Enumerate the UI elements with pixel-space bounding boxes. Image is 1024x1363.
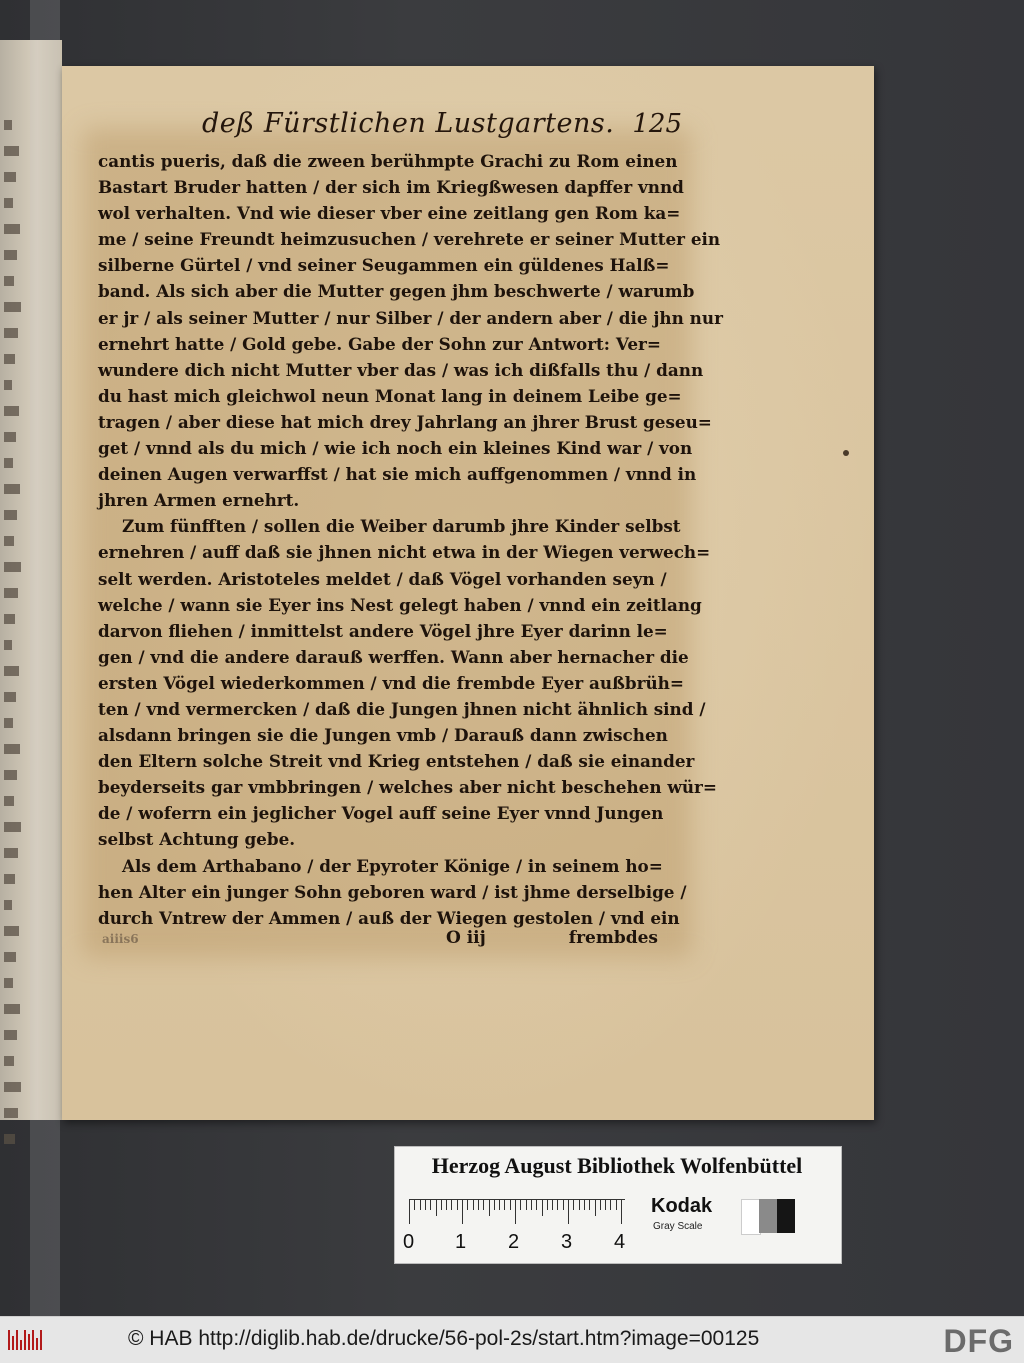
ruler-tick [568,1200,569,1224]
gray-patch-mid [759,1199,777,1233]
ruler-tick [579,1200,580,1210]
gray-patch-black [777,1199,795,1233]
text-line: Zum fünfften / sollen die Weiber darumb jhre Kinder selbst [122,516,681,537]
ruler-tick [473,1200,474,1210]
ruler-tick [600,1200,601,1210]
facing-text-fragment [4,1056,14,1066]
text-line: hen Alter ein junger Sohn geboren ward / ist jhme derselbige / [98,881,687,902]
text-line: get / vnnd als du mich / wie ich noch ein kleines Kind war / von [98,438,693,459]
gray-patch-white [741,1199,761,1235]
dfg-logo: DFG [943,1323,1014,1359]
ruler-tick [573,1200,574,1210]
footer-bar [0,1316,1024,1363]
text-line: Bastart Bruder hatten / der sich im Kriegßwesen dapffer vnnd [98,177,684,198]
gray-scale-label: Gray Scale [653,1221,703,1232]
facing-text-fragment [4,120,12,130]
ruler-tick [542,1200,543,1216]
running-head-title: deß Fürstlichen Lustgartens. [202,108,615,139]
ruler-tick [616,1200,617,1210]
text-line: wundere dich nicht Mutter vber das / was ich dißfalls thu / dann [98,359,704,380]
ruler-tick [409,1200,410,1224]
facing-text-fragment [4,354,15,364]
text-line: me / seine Freundt heimzusuchen / verehrete er seiner Mutter ein [98,229,721,250]
text-line: gen / vnd die andere darauß werffen. Wann aber hernacher die [98,646,689,667]
ruler-number: 0 [403,1231,415,1253]
facing-text-fragment [4,1030,17,1040]
bleed-through-mark: aiiis6 [102,932,139,946]
ruler-tick [531,1200,532,1210]
paper-speck [843,450,849,456]
catchword: frembdes [568,928,658,948]
text-line: Als dem Arthabano / der Epyroter Könige / in seinem ho= [122,855,663,876]
facing-text-fragment [4,666,19,676]
text-line: er jr / als seiner Mutter / nur Silber / der andern aber / die jhn nur [98,307,723,328]
hab-logo-icon [8,1330,48,1350]
text-line: band. Als sich aber die Mutter gegen jhm beschwerte / warumb [98,281,695,302]
text-line: darvon fliehen / inmittelst andere Vögel jhre Eyer darinn le= [98,620,668,641]
book-page [62,66,874,1120]
ruler-number: 1 [455,1231,467,1253]
facing-text-fragment [4,770,17,780]
ruler-tick [430,1200,431,1210]
ruler-tick [547,1200,548,1210]
facing-text-fragment [4,588,18,598]
copyright-link[interactable]: © HAB http://diglib.hab.de/drucke/56-pol-2s/start.htm?image=00125 [128,1327,760,1350]
facing-text-fragment [4,250,17,260]
facing-text-fragment [4,172,16,182]
text-line: alsdann bringen sie die Jungen vmb / Darauß dann zwischen [98,725,668,746]
text-line: jhren Armen ernehrt. [98,490,300,511]
facing-text-fragment [4,536,14,546]
ruler-tick [610,1200,611,1210]
text-line: deinen Augen verwarffst / hat sie mich auffgenommen / vnnd in [98,464,697,485]
ruler-number: 3 [561,1231,573,1253]
text-line: selt werden. Aristoteles meldet / daß Vögel vorhanden seyn / [98,568,667,589]
ruler-number: 2 [508,1231,520,1253]
facing-text-fragment [4,432,16,442]
ruler-tick [483,1200,484,1210]
ruler-tick [441,1200,442,1210]
text-line: welche / wann sie Eyer ins Nest gelegt haben / vnnd ein zeitlang [98,594,702,615]
ruler-number: 4 [614,1231,626,1253]
facing-text-fragment [4,848,18,858]
ruler-tick [621,1200,622,1224]
facing-text-fragment [4,1134,15,1144]
ruler-tick [563,1200,564,1210]
color-calibration-card [394,1146,842,1264]
facing-text-fragment [4,640,12,650]
facing-text-fragment [4,744,20,754]
facing-text-fragment [4,822,21,832]
text-line: de / woferrn ein jeglicher Vogel auff seine Eyer vnnd Jungen [98,803,664,824]
ruler-tick [420,1200,421,1210]
ruler-tick [446,1200,447,1210]
kodak-brand: Kodak [651,1195,713,1217]
text-line: den Eltern solche Streit vnd Krieg entstehen / daß sie einander [98,751,695,772]
facing-text-fragment [4,1108,18,1118]
ruler-tick [595,1200,596,1216]
text-line: wol verhalten. Vnd wie dieser vber eine zeitlang gen Rom ka= [98,203,681,224]
text-line: beyderseits gar vmbbringen / welches aber nicht beschehen wür= [98,777,717,798]
running-header [202,108,682,139]
ruler-tick [536,1200,537,1210]
facing-text-fragment [4,276,14,286]
facing-text-fragment [4,328,18,338]
facing-text-fragment [4,614,15,624]
text-line: selbst Achtung gebe. [98,829,296,850]
page-number: 125 [632,109,682,139]
text-line: ernehrt hatte / Gold gebe. Gabe der Sohn zur Antwort: Ver= [98,333,661,354]
text-line: ernehren / auff daß sie jhnen nicht etwa in der Wiegen verwech= [98,542,711,563]
text-line: cantis pueris, daß die zween berühmpte Grachi zu Rom einen [98,151,678,171]
ruler-tick [467,1200,468,1210]
facing-text-fragment [4,224,20,234]
ruler-tick [589,1200,590,1210]
facing-text-fragment [4,1004,20,1014]
ruler-tick [515,1200,516,1224]
ruler-tick [489,1200,490,1216]
facing-text-fragment [4,874,15,884]
ruler-tick [526,1200,527,1210]
facing-text-fragment [4,978,13,988]
text-line: du hast mich gleichwol neun Monat lang in deinem Leibe ge= [98,385,682,406]
ruler-scale [409,1199,625,1224]
facing-text-fragment [4,1082,21,1092]
plastic-sleeve [30,0,60,1362]
facing-text-fragment [4,406,19,416]
ruler-tick [457,1200,458,1210]
ruler-tick [557,1200,558,1210]
text-line: silberne Gürtel / vnd seiner Seugammen ein güldenes Halß= [98,255,670,276]
ruler-tick [414,1200,415,1210]
facing-text-fragment [4,952,16,962]
library-name: Herzog August Bibliothek Wolfenbüttel [431,1153,803,1178]
ruler-tick [499,1200,500,1210]
facing-text-fragment [4,692,16,702]
facing-text-fragment [4,146,19,156]
facing-text-fragment [4,198,13,208]
facing-text-fragment [4,458,13,468]
ruler-tick [462,1200,463,1224]
ruler-tick [504,1200,505,1210]
page-foot [102,928,658,956]
text-line: durch Vntrew der Ammen / auß der Wiegen gestolen / vnd ein [98,907,680,928]
ruler-tick [584,1200,585,1210]
facing-text-fragment [4,718,13,728]
text-line: tragen / aber diese hat mich drey Jahrlang an jhrer Brust geseu= [98,411,712,432]
facing-text-fragment [4,380,12,390]
facing-text-fragment [4,302,21,312]
ruler-tick [520,1200,521,1210]
ruler-tick [510,1200,511,1210]
signature-mark: O iij [446,928,486,948]
facing-text-fragment [4,796,14,806]
ruler-tick [478,1200,479,1210]
ruler-tick [425,1200,426,1210]
body-text [98,148,723,931]
ruler-tick [451,1200,452,1210]
ruler-tick [494,1200,495,1210]
facing-text-fragment [4,926,19,936]
facing-text-fragment [4,562,21,572]
ruler-tick [552,1200,553,1210]
text-line: ersten Vögel wiederkommen / vnd die frembde Eyer außbrüh= [98,672,684,693]
ruler-tick [436,1200,437,1216]
facing-text-fragment [4,484,20,494]
text-line: ten / vnd vermercken / daß die Jungen jhnen nicht ähnlich sind / [98,698,706,719]
ruler-tick [605,1200,606,1210]
facing-text-fragment [4,510,17,520]
facing-text-fragment [4,900,12,910]
